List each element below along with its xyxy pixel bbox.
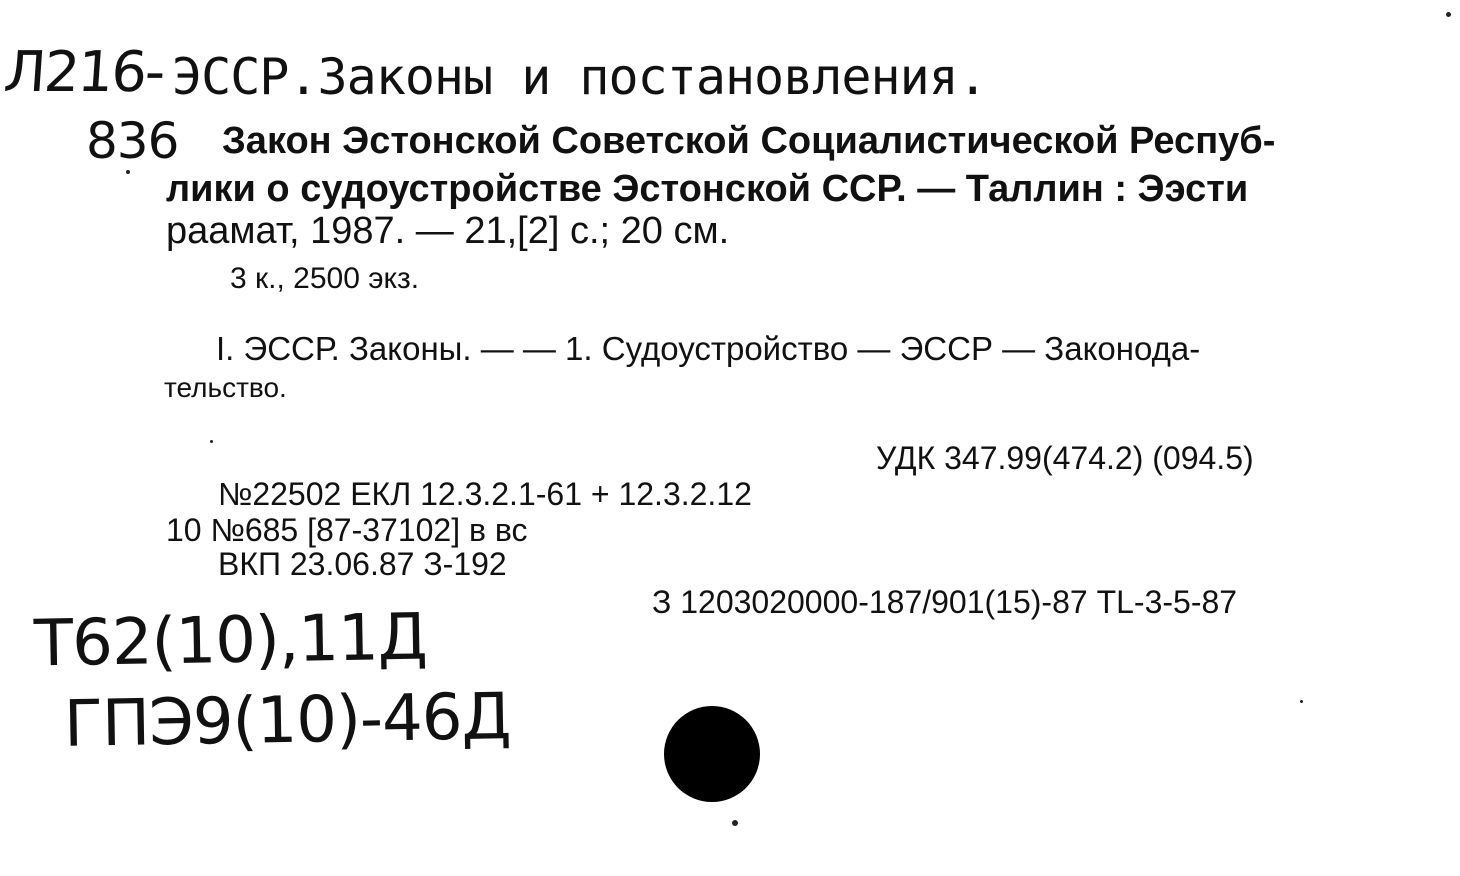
- udc-classification: УДК 347.99(474.2) (094.5): [876, 440, 1254, 476]
- title-line-2: лики о судоустройстве Эстонской ССР. — Таллин : Ээсти: [166, 168, 1249, 210]
- speck: [1300, 700, 1303, 703]
- handwritten-note-2: ГПЭ9(10)-46Д: [63, 680, 512, 762]
- call-number-handwritten: Л216-: [1, 40, 166, 105]
- subject-heading: ЭССР.Законы и постановления.: [172, 48, 987, 106]
- publication-code: З 1203020000-187/901(15)-87 TL-3-5-87: [652, 584, 1238, 620]
- title-line-3: раамат, 1987. — 21,[2] с.; 20 см.: [166, 210, 730, 252]
- item-number-handwritten: 836: [86, 112, 179, 170]
- speck: [1446, 12, 1451, 17]
- title-line-1: Закон Эстонской Советской Социалистической Респуб-: [222, 120, 1276, 162]
- speck: [126, 170, 130, 174]
- speck: [210, 440, 213, 443]
- ekl-number: №22502 ЕКЛ 12.3.2.1-61 + 12.3.2.12: [218, 476, 752, 512]
- handwritten-note-1: Т62(10),11Д: [33, 600, 428, 682]
- tracings-line-2: тельство.: [164, 372, 287, 403]
- speck: [732, 820, 738, 826]
- price-run: 3 к., 2500 экз.: [230, 262, 420, 295]
- tracings-line-1: I. ЭССР. Законы. — — 1. Судоустройство — ЭССР — Законода-: [216, 330, 1201, 367]
- vkp-date: ВКП 23.06.87 З-192: [218, 546, 507, 582]
- order-number: 10 №685 [87-37102] в вс: [166, 512, 528, 548]
- punch-hole: [664, 706, 760, 802]
